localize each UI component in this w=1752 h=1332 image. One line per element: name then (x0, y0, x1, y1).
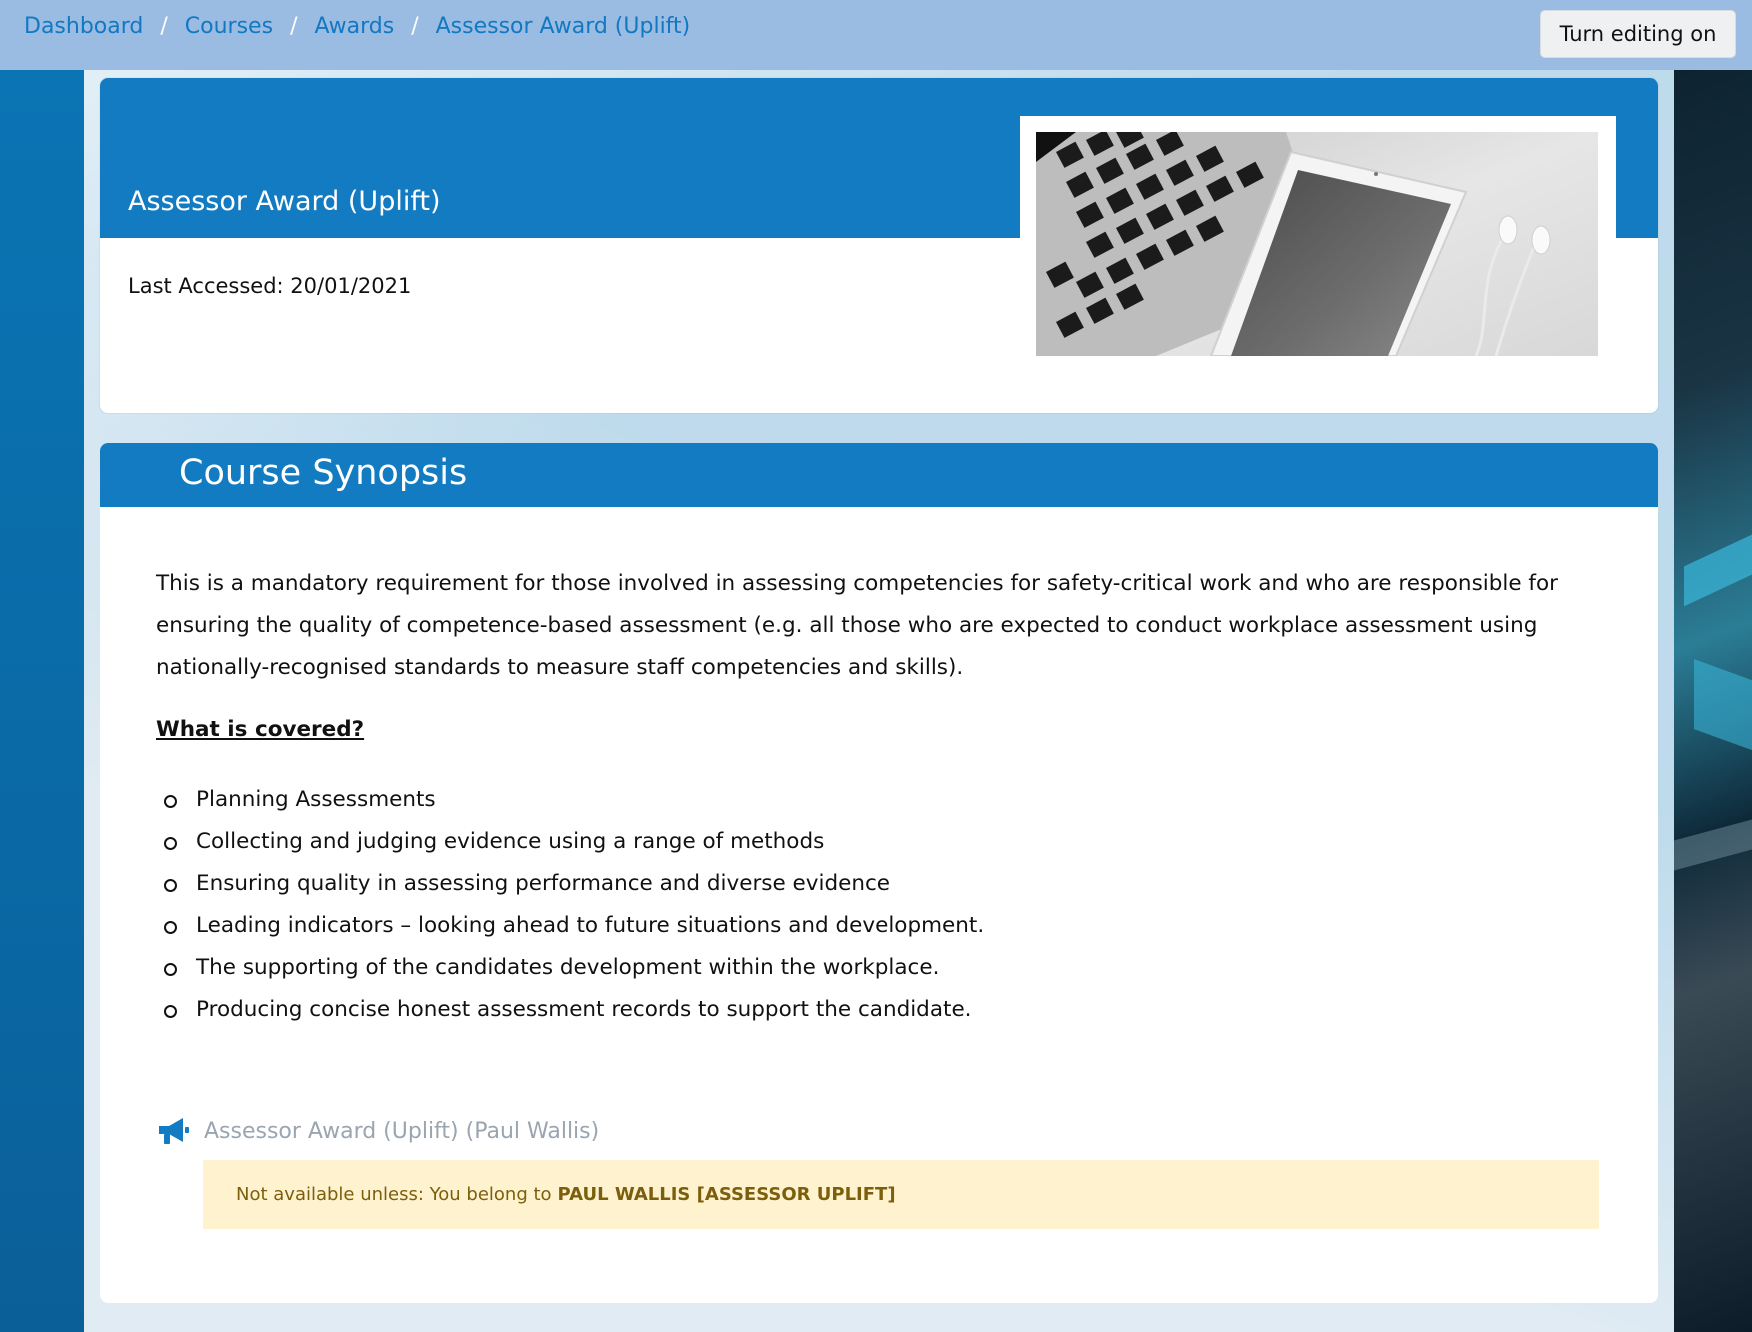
restriction-text: Not available unless: You belong to (236, 1184, 552, 1205)
synopsis-title: Course Synopsis (179, 453, 468, 493)
list-item (156, 947, 984, 989)
covered-heading: What is covered? (156, 717, 365, 742)
list-item (156, 905, 984, 947)
list-item-text: The supporting of the candidates development within the workplace. (196, 955, 940, 980)
top-navbar (0, 0, 1752, 70)
breadcrumb-separator: / (411, 14, 419, 39)
bullet-icon (164, 879, 177, 892)
breadcrumb-current-course[interactable]: Assessor Award (Uplift) (435, 14, 691, 39)
restriction-group: PAUL WALLIS [ASSESSOR UPLIFT] (557, 1184, 896, 1205)
course-image (1036, 132, 1598, 356)
course-title: Assessor Award (Uplift) (128, 186, 441, 217)
bullet-icon (164, 795, 177, 808)
availability-restriction (203, 1160, 1599, 1229)
list-item (156, 863, 984, 905)
breadcrumb-separator: / (160, 14, 168, 39)
course-synopsis-card (100, 443, 1658, 1303)
covered-list (156, 779, 984, 1031)
breadcrumb-courses[interactable]: Courses (184, 14, 274, 39)
synopsis-header-band (100, 443, 1658, 507)
list-item-text: Collecting and judging evidence using a range of methods (196, 829, 825, 854)
breadcrumb-awards[interactable]: Awards (314, 14, 395, 39)
background-right-panel (1674, 70, 1752, 1332)
list-item (156, 779, 984, 821)
synopsis-text: This is a mandatory requirement for those involved in assessing competencies for safety-critical work and who are responsible for ensuring the quality of competence-based assessment (e.g. all those who are expected to conduct workplace assessment using nationally-recognised standards to measure staff competencies and skills). (156, 571, 1558, 680)
list-item-text: Producing concise honest assessment records to support the candidate. (196, 997, 972, 1022)
list-item-text: Ensuring quality in assessing performance and diverse evidence (196, 871, 891, 896)
turn-editing-on-button[interactable]: Turn editing on (1540, 10, 1736, 58)
background-left-panel (0, 70, 84, 1332)
list-item (156, 989, 984, 1031)
course-image-frame (1020, 116, 1616, 366)
bullet-icon (164, 963, 177, 976)
bullet-icon (164, 837, 177, 850)
breadcrumb (24, 14, 690, 39)
megaphone-icon (156, 1116, 190, 1146)
bullet-icon (164, 921, 177, 934)
bullet-icon (164, 1005, 177, 1018)
activity-link[interactable]: Assessor Award (Uplift) (Paul Wallis) (204, 1118, 600, 1144)
breadcrumb-separator: / (290, 14, 298, 39)
list-item-text: Planning Assessments (196, 787, 436, 812)
breadcrumb-dashboard[interactable]: Dashboard (24, 14, 144, 39)
course-header-card (100, 78, 1658, 413)
list-item-text: Leading indicators – looking ahead to future situations and development. (196, 913, 985, 938)
announcement-activity (156, 1111, 599, 1151)
list-item (156, 821, 984, 863)
last-accessed: Last Accessed: 20/01/2021 (128, 274, 412, 298)
